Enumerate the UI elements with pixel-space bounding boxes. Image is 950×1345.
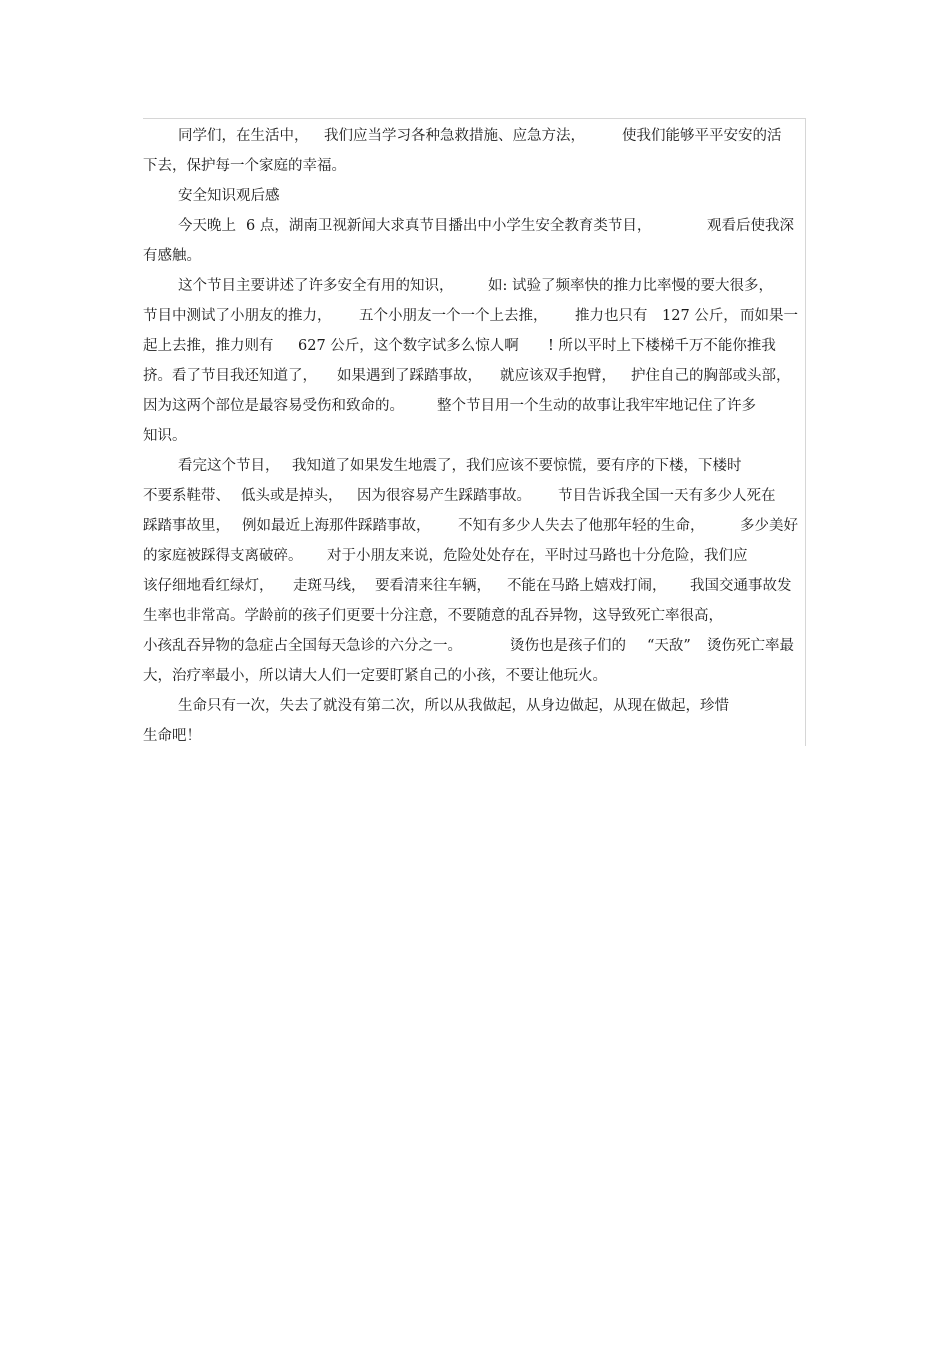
text-line [143,571,808,601]
text-run: 知识。 [143,428,187,444]
text-run: 看完这个节目， [178,458,280,474]
text-run: 节目中测试了小朋友的推力， [143,308,332,324]
text-run: 推力也只有 [575,308,648,324]
text-run: 同学们，在生活中， [178,128,309,144]
section-title [143,181,808,211]
text-run: 观看后使我深 [707,218,794,234]
text-run: 例如最近上海那件踩踏事故， [242,518,431,534]
text-run: 下去，保护每一个家庭的幸福。 [143,158,346,174]
text-run: 踩踏事故里， [143,518,230,534]
text-line [143,481,808,511]
text-line [143,331,808,361]
text-line [143,691,808,721]
text-run: 要看清来往车辆， [375,578,491,594]
text-run: 我知道了如果发生地震了，我们应该不要惊慌，要有序的下楼，下楼时 [292,458,742,474]
text-run: 如果遇到了踩踏事故， [337,368,482,384]
text-run: 生命吧！ [143,728,201,744]
text-line [143,421,808,451]
text-line [143,661,808,691]
text-run: 生命只有一次，失去了就没有第二次，所以从我做起，从身边做起，从现在做起，珍惜 [178,698,729,714]
text-run: 该仔细地看红绿灯， [143,578,274,594]
text-run: 627 公斤，这个数字试多么惊人啊 [298,338,519,354]
text-run: 低头或是掉头， [241,488,343,504]
text-line [143,301,808,331]
text-run: 我们应当学习各种急救措施、应急方法， [324,128,585,144]
text-run: 而如果一 [740,308,798,324]
text-line [143,151,808,181]
text-run: 今天晚上 [178,218,236,234]
text-run: “天敌” [647,638,691,654]
text-run: 挤。看了节目我还知道了， [143,368,317,384]
text-line [143,271,808,301]
text-run: 使我们能够平平安安的活 [622,128,782,144]
text-run: 护住自己的胸部或头部， [631,368,791,384]
text-run: 小孩乱吞异物的急症占全国每天急诊的六分之一。 [143,638,462,654]
text-run: 对于小朋友来说，危险处处存在，平时过马路也十分危险，我们应 [327,548,748,564]
text-line [143,541,808,571]
text-line [143,121,808,151]
text-run: 因为很容易产生踩踏事故。 [357,488,531,504]
text-run: 我国交通事故发 [690,578,792,594]
article-body [143,121,808,751]
text-run: 有感触。 [143,248,201,264]
text-run: 走斑马线， [293,578,366,594]
text-run: 多少美好 [740,518,798,534]
text-line [143,451,808,481]
text-run: 6 点，湖南卫视新闻大求真节目播出中小学生安全教育类节目， [246,218,652,234]
text-run: 五个小朋友一个一个上去推， [359,308,548,324]
text-run: 不要系鞋带、 [143,488,230,504]
text-run: 大，治疗率最小，所以请大人们一定要盯紧自己的小孩，不要让他玩火。 [143,668,607,684]
text-line [143,721,808,751]
text-run: 整个节目用一个生动的故事让我牢牢地记住了许多 [437,398,756,414]
text-line [143,361,808,391]
text-line [143,511,808,541]
text-run: 生率也非常高。学龄前的孩子们更要十分注意，不要随意的乱吞异物，这导致死亡率很高， [143,608,723,624]
text-line [143,631,808,661]
text-line [143,601,808,631]
text-run: 不能在马路上嬉戏打闹， [507,578,667,594]
text-line [143,391,808,421]
text-run: 的家庭被踩得支离破碎。 [143,548,303,564]
text-line [143,211,808,241]
text-run: 节目告诉我全国一天有多少人死在 [558,488,776,504]
text-run: ! 所以平时上下楼梯千万不能你推我 [548,338,776,354]
text-run: 烫伤死亡率最 [707,638,794,654]
text-run: 这个节目主要讲述了许多安全有用的知识， [178,278,454,294]
text-run: 烫伤也是孩子们的 [510,638,626,654]
text-run: 因为这两个部位是最容易受伤和致命的。 [143,398,404,414]
text-run: 127 公斤， [662,308,738,324]
text-run: 安全知识观后感 [178,188,280,204]
text-line [143,241,808,271]
text-run: 如: 试验了频率快的推力比率慢的要大很多， [488,278,773,294]
text-run: 起上去推，推力则有 [143,338,274,354]
text-run: 不知有多少人失去了他那年轻的生命， [458,518,705,534]
text-run: 就应该双手抱臂， [500,368,616,384]
